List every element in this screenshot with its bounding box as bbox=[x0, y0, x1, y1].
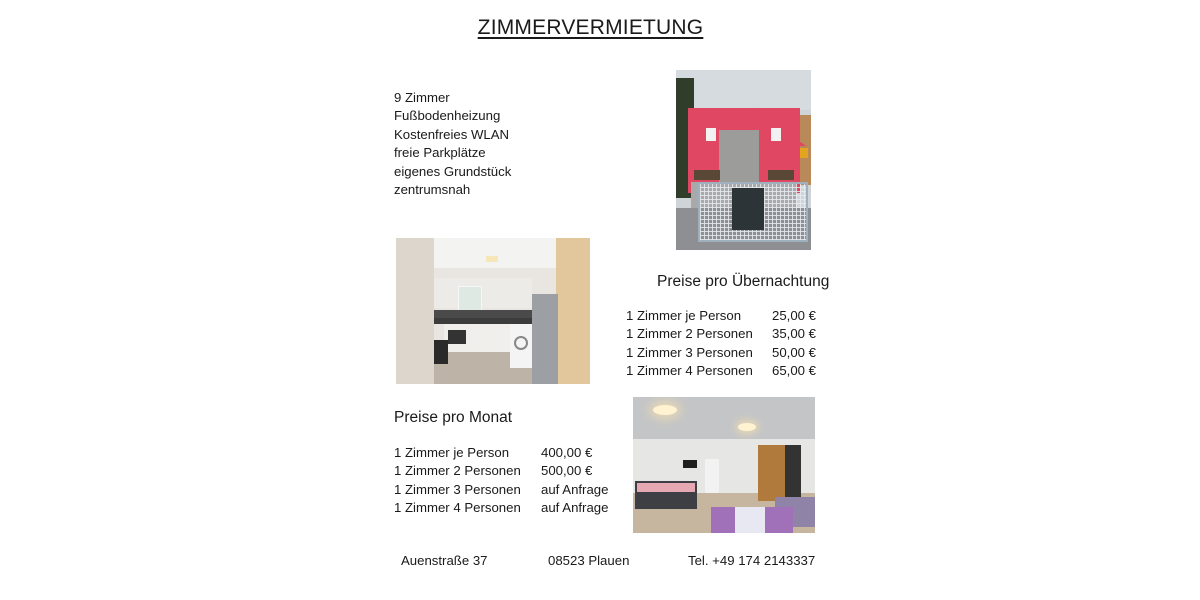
nightly-prices-table bbox=[626, 307, 816, 380]
feature-item: 9 Zimmer bbox=[394, 90, 450, 105]
house-exterior-photo bbox=[676, 70, 811, 250]
price-label: 1 Zimmer 2 Personen bbox=[394, 463, 521, 479]
feature-item: Fußbodenheizung bbox=[394, 108, 501, 124]
price-label: 1 Zimmer je Person bbox=[626, 308, 742, 323]
photo-wall bbox=[396, 238, 434, 384]
photo-tv bbox=[683, 460, 697, 468]
price-row bbox=[394, 462, 614, 480]
price-value: 25,00 € bbox=[772, 308, 816, 323]
photo-balcony bbox=[694, 170, 720, 180]
photo-balcony bbox=[768, 170, 794, 180]
page-title: ZIMMERVERMIETUNG bbox=[477, 16, 704, 39]
nightly-prices-heading: Preise pro Übernachtung bbox=[657, 273, 830, 290]
photo-upper-cabinets bbox=[434, 278, 532, 308]
feature-item: eigenes Grundstück bbox=[394, 163, 512, 179]
photo-ceiling-light bbox=[738, 423, 756, 431]
price-row bbox=[626, 362, 816, 380]
price-value: 400,00 € bbox=[541, 445, 593, 460]
footer-city: 08523 Plauen bbox=[548, 553, 630, 568]
price-value: 50,00 € bbox=[772, 344, 816, 360]
photo-mailbox bbox=[732, 188, 764, 230]
price-label: 1 Zimmer je Person bbox=[394, 445, 510, 460]
photo-fridge bbox=[532, 294, 558, 384]
photo-ceiling-light bbox=[653, 405, 677, 415]
price-label: 1 Zimmer 3 Personen bbox=[626, 344, 753, 360]
price-row bbox=[626, 307, 816, 325]
price-row bbox=[626, 344, 816, 362]
bedroom-photo bbox=[633, 397, 815, 533]
photo-ceiling bbox=[633, 397, 815, 439]
price-value: auf Anfrage bbox=[541, 481, 609, 497]
price-label: 1 Zimmer 2 Personen bbox=[626, 326, 753, 342]
feature-item: zentrumsnah bbox=[394, 182, 471, 198]
photo-street-sign bbox=[800, 148, 808, 158]
price-value: 35,00 € bbox=[772, 326, 816, 342]
price-row bbox=[394, 444, 614, 462]
photo-trash-bin bbox=[434, 340, 448, 364]
photo-wall bbox=[556, 238, 590, 384]
price-row bbox=[394, 481, 614, 499]
monthly-prices-heading: Preise pro Monat bbox=[394, 409, 513, 426]
price-value: 65,00 € bbox=[772, 362, 816, 378]
price-label: 1 Zimmer 4 Personen bbox=[626, 362, 753, 378]
photo-wardrobe-dark bbox=[785, 445, 801, 501]
photo-bed-stripe bbox=[735, 507, 765, 533]
photo-door bbox=[705, 459, 719, 493]
monthly-prices-table bbox=[394, 444, 614, 517]
price-value: auf Anfrage bbox=[541, 499, 609, 515]
price-row bbox=[626, 325, 816, 343]
kitchen-photo bbox=[396, 238, 590, 384]
price-row bbox=[394, 499, 614, 517]
photo-window bbox=[706, 128, 716, 141]
feature-item: freie Parkplätze bbox=[394, 145, 486, 161]
photo-window bbox=[771, 128, 781, 141]
photo-washer-drum bbox=[514, 336, 528, 350]
feature-list bbox=[394, 89, 511, 199]
photo-bed-blanket bbox=[637, 483, 695, 492]
photo-oven bbox=[448, 330, 466, 344]
price-label: 1 Zimmer 3 Personen bbox=[394, 481, 521, 497]
photo-backsplash bbox=[434, 310, 542, 318]
price-label: 1 Zimmer 4 Personen bbox=[394, 499, 521, 515]
feature-item: Kostenfreies WLAN bbox=[394, 126, 510, 142]
footer-street: Auenstraße 37 bbox=[401, 553, 488, 568]
photo-ceiling-lamp bbox=[486, 256, 498, 262]
photo-sky bbox=[676, 70, 811, 110]
footer-phone[interactable]: Tel. +49 174 2143337 bbox=[688, 553, 816, 568]
photo-house-panel bbox=[719, 130, 759, 188]
price-value: 500,00 € bbox=[541, 463, 593, 479]
photo-ceiling bbox=[416, 238, 556, 268]
